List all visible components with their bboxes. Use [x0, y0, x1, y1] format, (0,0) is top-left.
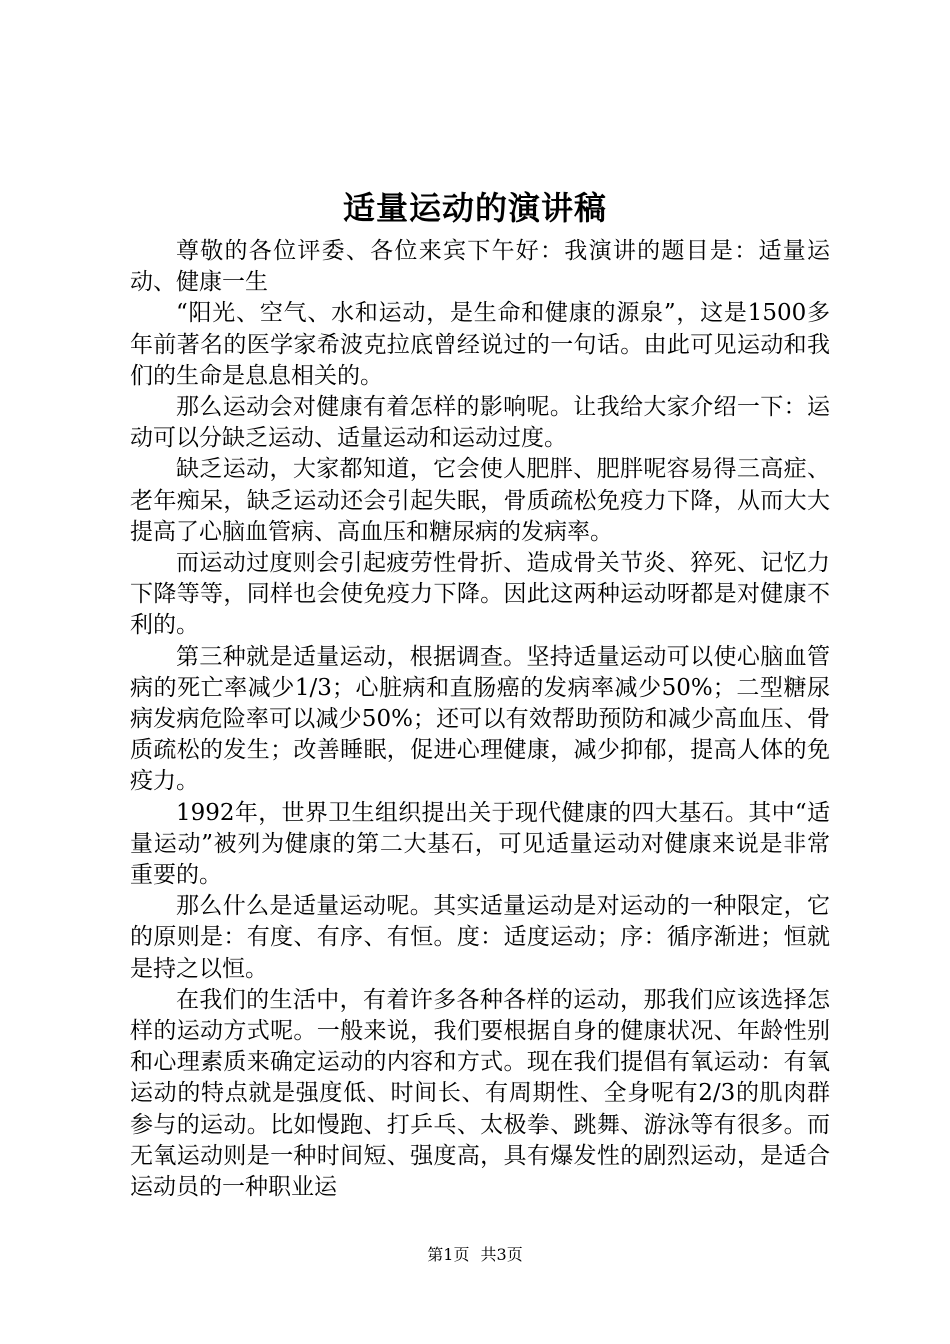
document-title: 适量运动的演讲稿: [342, 189, 607, 227]
paragraph: 那么运动会对健康有着怎样的影响呢。让我给大家介绍一下：运动可以分缺乏运动、适量运动和运动过度。: [130, 394, 830, 452]
paragraph: 尊敬的各位评委、各位来宾下午好：我演讲的题目是：适量运动、健康一生: [130, 238, 830, 296]
page-footer: 第1页 共3页: [427, 1245, 523, 1264]
paragraph: 1992年，世界卫生组织提出关于现代健康的四大基石。其中“适量运动”被列为健康的第二大基石，可见适量运动对健康来说是非常重要的。: [130, 799, 830, 889]
document-body: [130, 236, 830, 1203]
paragraph: 而运动过度则会引起疲劳性骨折、造成骨关节炎、猝死、记忆力下降等等，同样也会使免疫力下降。因此这两种运动呀都是对健康不利的。: [130, 550, 830, 639]
paragraph: 在我们的生活中，有着许多各种各样的运动，那我们应该选择怎样的运动方式呢。一般来说，我们要根据自身的健康状况、年龄性别和心理素质来确定运动的内容和方式。现在我们提倡有氧运动：有氧运动的特点就是强度低、时间长、有周期性、全身呢有2/3的肌肉群参与的运动。比如慢跑、打乒乓、太极拳、跳舞、游泳等有很多。而无氧运动则是一种时间短、强度高，具有爆发性的剧烈运动，是适合运动员的一种职业运: [130, 986, 830, 1201]
paragraph: 第三种就是适量运动，根据调查。坚持适量运动可以使心脑血管病的死亡率减少1/3；心脏病和直肠癌的发病率减少50%；二型糖尿病发病危险率可以减少50%；还可以有效帮助预防和减少高血压、骨质疏松的发生；改善睡眠，促进心理健康，减少抑郁，提高人体的免疫力。: [130, 643, 830, 795]
paragraph: 那么什么是适量运动呢。其实适量运动是对运动的一种限定，它的原则是：有度、有序、有恒。度：适度运动；序：循序渐进；恒就是持之以恒。: [130, 893, 830, 982]
paragraph: 缺乏运动，大家都知道，它会使人肥胖、肥胖呢容易得三高症、老年痴呆，缺乏运动还会引起失眠，骨质疏松免疫力下降，从而大大提高了心脑血管病、高血压和糖尿病的发病率。: [130, 456, 830, 545]
paragraph: “阳光、空气、水和运动，是生命和健康的源泉”，这是1500多年前著名的医学家希波克拉底曾经说过的一句话。由此可见运动和我们的生命是息息相关的。: [130, 300, 830, 389]
